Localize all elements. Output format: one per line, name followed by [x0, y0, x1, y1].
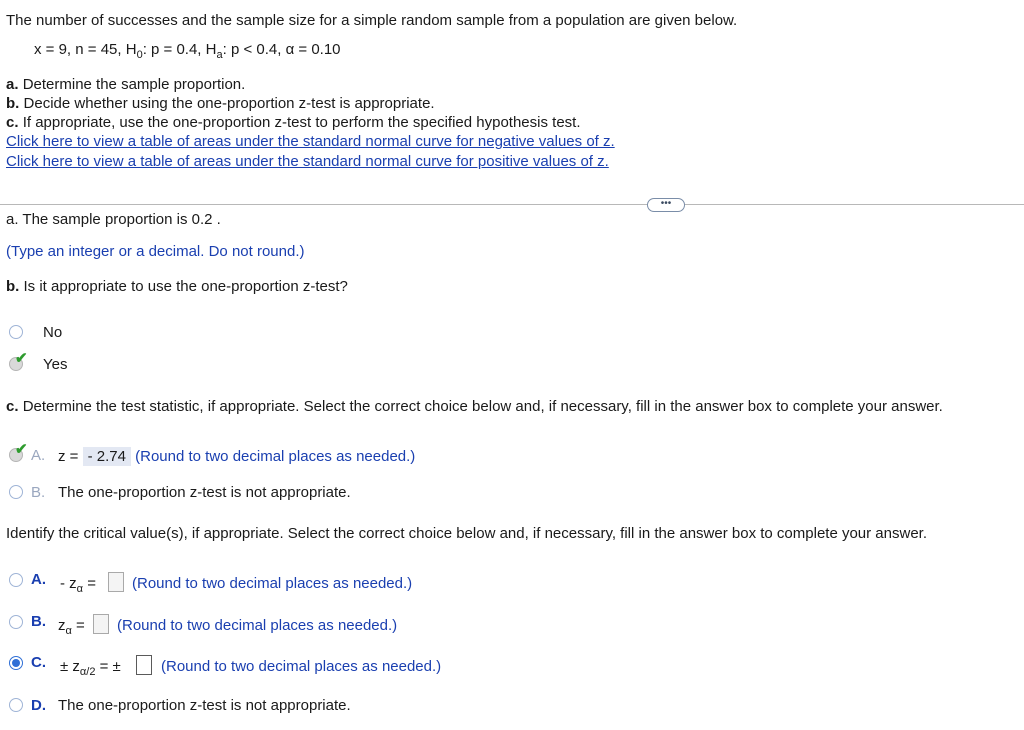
- ha-subscript: a: [216, 49, 223, 61]
- answer-b-label: b.: [6, 278, 20, 295]
- part-a-label: a.: [6, 76, 19, 93]
- critical-option-a-radio[interactable]: [9, 573, 23, 587]
- z-alpha: z: [58, 617, 66, 634]
- critical-option-d-radio[interactable]: [9, 698, 23, 712]
- critical-option-a-expr: [60, 575, 96, 595]
- answer-c-text: Determine the test statistic, if appropriate. Select the correct choice below and, if necessary, fill in the answer box to complete your answer.: [22, 398, 943, 415]
- option-yes-label[interactable]: Yes: [43, 356, 68, 373]
- critical-option-d-text[interactable]: The one-proportion z-test is not appropriate.: [58, 697, 351, 714]
- equals-pm-sign: = ±: [99, 658, 121, 675]
- critical-b-input[interactable]: [93, 614, 109, 634]
- answer-a-cut-text: a. The sample proportion is 0.2 .: [6, 211, 221, 228]
- answer-a-cut-line: [6, 211, 266, 228]
- critical-option-d-letter: D.: [31, 697, 46, 714]
- critical-option-b-radio[interactable]: [9, 615, 23, 629]
- neg-z-alpha: - z: [60, 575, 77, 592]
- given-values: [34, 41, 341, 61]
- expand-more-button[interactable]: •••: [647, 198, 685, 212]
- answer-b-question: [6, 278, 348, 295]
- ha-rest: : p < 0.4, α = 0.10: [222, 41, 341, 58]
- positive-z-table-link[interactable]: Click here to view a table of areas under the standard normal curve for positive values of z.: [6, 153, 609, 170]
- part-b-text: Decide whether using the one-proportion z-test is appropriate.: [23, 95, 435, 112]
- answer-c-label: c.: [6, 398, 19, 415]
- critical-option-a-letter: A.: [31, 571, 46, 588]
- part-c-instruction: [6, 114, 581, 131]
- critical-value-question: Identify the critical value(s), if appropriate. Select the correct choice below and, if necessary, fill in the answer box to complete your answer.: [6, 525, 927, 542]
- critical-option-b-expr: [58, 617, 85, 637]
- problem-intro: The number of successes and the sample size for a simple random sample from a population are given below.: [6, 12, 738, 29]
- alpha-subscript: α: [65, 625, 72, 637]
- critical-option-c-expr: [60, 658, 121, 678]
- equals-sign: =: [87, 575, 96, 592]
- equals-sign: =: [76, 617, 85, 634]
- critical-option-c-letter: C.: [31, 654, 46, 671]
- test-stat-option-b-letter: B.: [31, 484, 46, 501]
- correct-check-icon: ✔: [15, 441, 28, 458]
- alpha-half-subscript: α/2: [79, 666, 96, 678]
- correct-check-icon: ✔: [15, 350, 28, 367]
- section-divider: [0, 204, 1024, 205]
- critical-b-hint: (Round to two decimal places as needed.): [117, 617, 398, 634]
- critical-c-input[interactable]: [136, 655, 152, 675]
- test-stat-option-a: [58, 447, 415, 466]
- part-c-label: c.: [6, 114, 19, 131]
- part-c-text: If appropriate, use the one-proportion z-test to perform the specified hypothesis test.: [22, 114, 581, 131]
- option-no-radio[interactable]: [9, 325, 23, 339]
- answer-c-question: [6, 398, 943, 415]
- alpha-subscript: α: [76, 583, 84, 595]
- critical-option-b-letter: B.: [31, 613, 46, 630]
- answer-b-text: Is it appropriate to use the one-proportion z-test?: [23, 278, 348, 295]
- given-prefix: x = 9, n = 45, H: [34, 41, 137, 58]
- pm-z-alpha-half: ± z: [60, 658, 80, 675]
- h0-subscript: 0: [136, 49, 143, 61]
- option-no-label[interactable]: No: [43, 324, 63, 341]
- answer-a-hint: (Type an integer or a decimal. Do not round.): [6, 243, 305, 260]
- z-value-hint: (Round to two decimal places as needed.): [135, 448, 416, 465]
- test-stat-option-b-radio[interactable]: [9, 485, 23, 499]
- part-b-label: b.: [6, 95, 20, 112]
- test-stat-option-b-text[interactable]: The one-proportion z-test is not appropriate.: [58, 484, 351, 501]
- negative-z-table-link[interactable]: Click here to view a table of areas under the standard normal curve for negative values of z.: [6, 133, 615, 150]
- critical-a-hint: (Round to two decimal places as needed.): [132, 575, 413, 592]
- h0-rest: : p = 0.4, H: [142, 41, 217, 58]
- critical-a-input[interactable]: [108, 572, 124, 592]
- critical-option-c-radio[interactable]: [9, 656, 23, 670]
- z-value-answer[interactable]: - 2.74: [83, 447, 131, 466]
- part-b-instruction: [6, 95, 435, 112]
- critical-c-hint: (Round to two decimal places as needed.): [161, 658, 442, 675]
- test-stat-option-a-letter: A.: [31, 447, 46, 464]
- z-prefix: z =: [58, 448, 79, 465]
- part-a-text: Determine the sample proportion.: [22, 76, 246, 93]
- part-a-instruction: [6, 76, 245, 93]
